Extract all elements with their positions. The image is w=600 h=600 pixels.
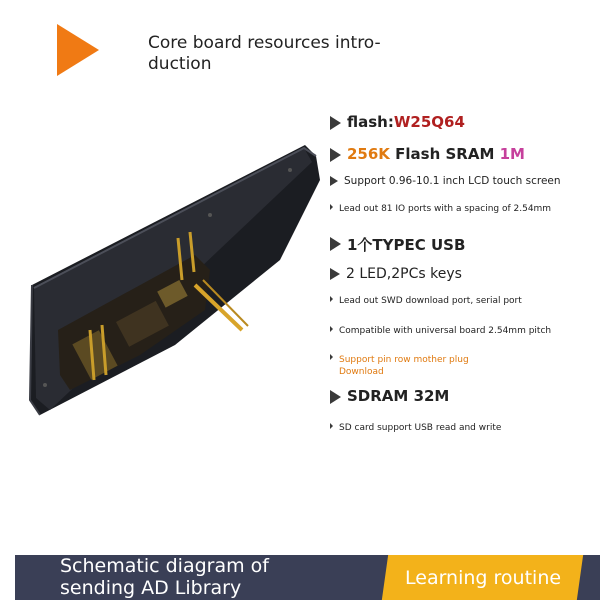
feature-text [339, 204, 551, 214]
feature-item [330, 234, 465, 255]
bullet-arrow-icon [330, 296, 333, 302]
banner-schematic-label: Schematic diagram of sending AD Library [60, 555, 269, 599]
feature-item [330, 145, 525, 163]
feature-item [330, 387, 449, 405]
feature-text-part: Support pin row mother plug Download [339, 355, 469, 377]
feature-text-part: SD card support USB read and write [339, 423, 502, 433]
feature-text-part: Compatible with universal board 2.54mm pitch [339, 326, 552, 336]
page-title-text: Core board resources intro- duction [148, 33, 381, 74]
feature-item [330, 113, 465, 131]
bullet-arrow-icon [330, 423, 333, 429]
feature-item [330, 326, 551, 336]
feature-text-part: W25Q64 [393, 113, 465, 131]
bullet-arrow-icon [330, 237, 341, 251]
feature-text-part: Support 0.96-10.1 inch LCD touch screen [344, 175, 561, 187]
bullet-arrow-icon [330, 204, 333, 210]
feature-text-part: 256K [347, 145, 390, 163]
feature-text [347, 145, 525, 163]
feature-text-part: 2 LED,2PCs keys [346, 266, 462, 282]
feature-text [344, 175, 561, 187]
feature-text [347, 113, 465, 131]
bullet-arrow-icon [330, 116, 341, 130]
bullet-arrow-icon [330, 148, 341, 162]
bullet-arrow-icon [330, 326, 333, 332]
feature-text [347, 234, 465, 255]
feature-item [330, 354, 489, 378]
feature-text [339, 423, 501, 433]
feature-text [339, 296, 522, 306]
bullet-arrow-icon [330, 268, 340, 280]
feature-item [330, 204, 551, 214]
feature-text-part: 1M [499, 145, 525, 163]
feature-text [339, 354, 489, 378]
feature-text-part: Lead out 81 IO ports with a spacing of 2.54mm [339, 204, 552, 214]
banner-learning-label: Learning routine [405, 567, 562, 589]
bottom-banner [15, 555, 600, 600]
bullet-arrow-icon [330, 390, 341, 404]
feature-text-part: SDRAM 32M [347, 387, 450, 405]
feature-text [347, 387, 449, 405]
feature-text-part: Flash SRAM [389, 145, 500, 163]
feature-item [330, 423, 501, 433]
feature-text [346, 266, 462, 282]
feature-item [330, 266, 462, 282]
feature-item [330, 296, 522, 306]
bullet-arrow-icon [330, 176, 338, 186]
feature-item [330, 175, 561, 187]
feature-text [339, 326, 551, 336]
feature-text-part: 1个TYPEC USB [347, 236, 466, 254]
bullet-arrow-icon [330, 354, 333, 360]
feature-text-part: Lead out SWD download port, serial port [339, 296, 522, 306]
feature-text-part: flash: [347, 113, 394, 131]
